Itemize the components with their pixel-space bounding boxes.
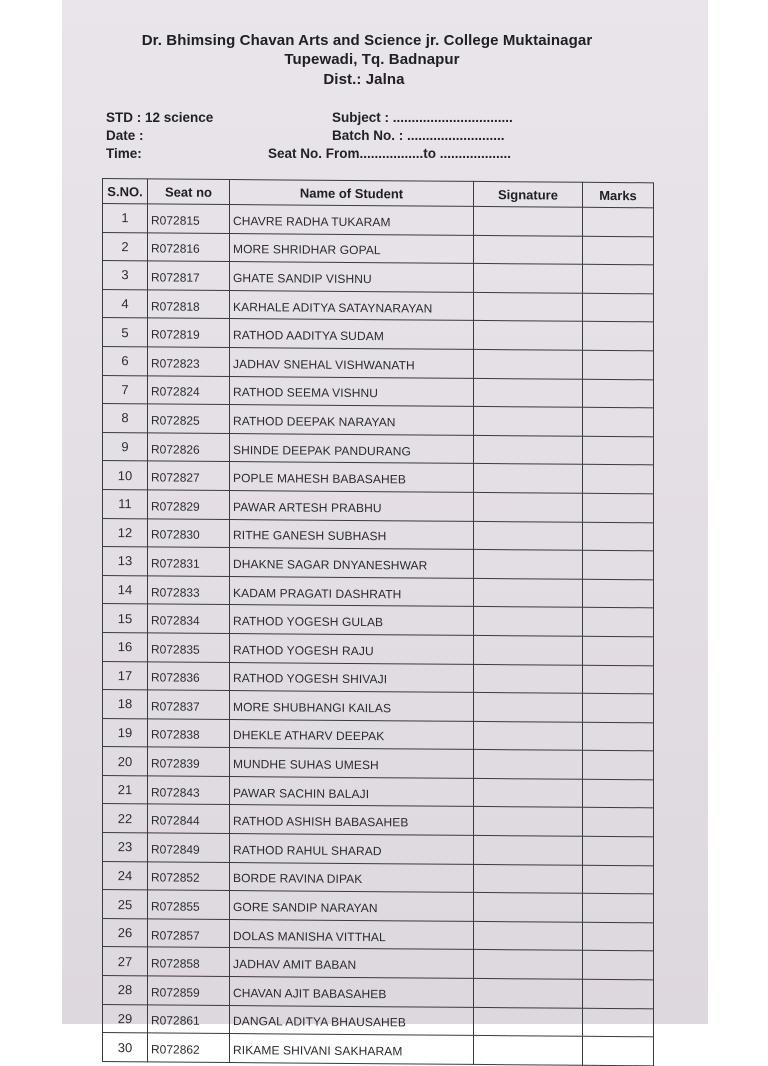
row-signature-cell — [474, 721, 583, 750]
row-marks-cell — [583, 808, 654, 837]
row-marks-cell — [583, 636, 654, 665]
table-row — [103, 1004, 654, 1037]
row-signature-cell — [474, 464, 583, 493]
row-student-name: RATHOD SEEMA VISHNU — [230, 376, 474, 407]
table-row — [103, 890, 654, 923]
row-signature-cell — [474, 1007, 583, 1036]
row-seat-no: R072831 — [148, 547, 230, 576]
row-student-name: MORE SHUBHANGI KAILAS — [230, 691, 474, 722]
row-signature-cell — [474, 807, 583, 836]
row-signature-cell — [474, 664, 583, 693]
table-row — [103, 1033, 654, 1066]
row-seat-no: R072829 — [148, 490, 230, 519]
row-sno: 7 — [103, 375, 148, 404]
row-seat-no: R072861 — [148, 1004, 230, 1033]
row-student-name: RATHOD ASHISH BABASAHEB — [230, 805, 474, 836]
row-signature-cell — [474, 893, 583, 922]
row-signature-cell — [474, 635, 583, 664]
row-marks-cell — [583, 493, 654, 522]
college-address: Tupewadi, Tq. Badnapur — [284, 51, 460, 68]
row-marks-cell — [583, 207, 654, 236]
row-seat-no: R072844 — [148, 804, 230, 833]
row-sno: 4 — [103, 289, 148, 318]
row-sno: 19 — [103, 718, 148, 747]
table-row — [103, 718, 654, 751]
row-sno: 28 — [103, 976, 148, 1005]
row-seat-no: R072852 — [148, 862, 230, 891]
row-student-name: RATHOD RAHUL SHARAD — [230, 834, 474, 865]
row-seat-no: R072827 — [148, 461, 230, 490]
table-row — [103, 861, 654, 894]
row-sno: 24 — [103, 861, 148, 890]
row-seat-no: R072849 — [148, 833, 230, 862]
row-marks-cell — [583, 894, 654, 923]
row-seat-no: R072837 — [148, 690, 230, 719]
row-sno: 13 — [103, 547, 148, 576]
row-sno: 9 — [103, 432, 148, 461]
row-signature-cell — [474, 1036, 583, 1065]
row-sno: 30 — [103, 1033, 148, 1062]
row-student-name: GORE SANDIP NARAYAN — [230, 891, 474, 922]
std-label: STD : 12 science — [106, 110, 214, 125]
table-row — [103, 404, 654, 437]
row-seat-no: R072836 — [148, 661, 230, 690]
row-sno: 1 — [103, 204, 148, 233]
row-signature-cell — [474, 235, 583, 264]
row-marks-cell — [583, 236, 654, 265]
row-sno: 20 — [103, 747, 148, 776]
row-sno: 5 — [103, 318, 148, 347]
row-marks-cell — [583, 1036, 654, 1065]
row-marks-cell — [583, 951, 654, 980]
table-row — [103, 632, 654, 665]
row-sno: 26 — [103, 918, 148, 947]
row-marks-cell — [583, 436, 654, 465]
row-student-name: CHAVRE RADHA TUKARAM — [230, 205, 474, 236]
table-row — [103, 918, 654, 951]
row-seat-no: R072857 — [148, 919, 230, 948]
row-marks-cell — [583, 979, 654, 1008]
row-marks-cell — [583, 550, 654, 579]
row-marks-cell — [583, 693, 654, 722]
table-row — [103, 604, 654, 637]
row-student-name: RATHOD AADITYA SUDAM — [230, 319, 474, 350]
row-marks-cell — [583, 751, 654, 780]
row-marks-cell — [583, 264, 654, 293]
row-signature-cell — [474, 349, 583, 378]
row-sno: 27 — [103, 947, 148, 976]
table-row — [103, 661, 654, 694]
subject-label: Subject : ................................ — [332, 110, 513, 125]
row-sno: 21 — [103, 775, 148, 804]
row-signature-cell — [474, 407, 583, 436]
row-sno: 12 — [103, 518, 148, 547]
row-signature-cell — [474, 292, 583, 321]
col-signature: Signature — [474, 181, 583, 207]
row-student-name: BORDE RAVINA DIPAK — [230, 862, 474, 893]
row-signature-cell — [474, 435, 583, 464]
table-row — [103, 289, 654, 322]
table-row — [103, 947, 654, 980]
row-student-name: PAWAR SACHIN BALAJI — [230, 776, 474, 807]
table-row — [103, 575, 654, 608]
college-name: Dr. Bhimsing Chavan Arts and Science jr. College Muktainagar — [141, 32, 593, 49]
row-seat-no: R072855 — [148, 890, 230, 919]
row-seat-no: R072843 — [148, 776, 230, 805]
row-signature-cell — [474, 607, 583, 636]
table-row — [103, 375, 654, 408]
row-signature-cell — [474, 835, 583, 864]
row-seat-no: R072824 — [148, 375, 230, 404]
row-marks-cell — [583, 922, 654, 951]
row-student-name: RATHOD YOGESH SHIVAJI — [230, 662, 474, 693]
row-student-name: RATHOD YOGESH RAJU — [230, 633, 474, 664]
row-seat-no: R072839 — [148, 747, 230, 776]
row-seat-no: R072859 — [148, 976, 230, 1005]
row-student-name: RATHOD DEEPAK NARAYAN — [230, 405, 474, 436]
row-seat-no: R072826 — [148, 433, 230, 462]
row-signature-cell — [474, 778, 583, 807]
row-seat-no: R072838 — [148, 719, 230, 748]
row-marks-cell — [583, 608, 654, 637]
table-row — [103, 747, 654, 780]
row-student-name: SHINDE DEEPAK PANDURANG — [230, 433, 474, 464]
row-sno: 15 — [103, 604, 148, 633]
row-seat-no: R072816 — [148, 232, 230, 261]
col-seat-no: Seat no — [148, 179, 230, 205]
row-sno: 16 — [103, 632, 148, 661]
row-student-name: DOLAS MANISHA VITTHAL — [230, 919, 474, 950]
batch-label: Batch No. : .......................... — [332, 128, 505, 143]
time-label: Time: — [106, 146, 142, 161]
row-marks-cell — [583, 379, 654, 408]
row-marks-cell — [583, 350, 654, 379]
table-row — [103, 346, 654, 379]
student-table — [102, 178, 654, 1066]
table-row — [103, 976, 654, 1009]
table-row — [103, 461, 654, 494]
row-signature-cell — [474, 264, 583, 293]
row-student-name: DHAKNE SAGAR DNYANESHWAR — [230, 548, 474, 579]
row-seat-no: R072823 — [148, 347, 230, 376]
date-label: Date : — [106, 128, 144, 143]
row-marks-cell — [583, 293, 654, 322]
row-student-name: GHATE SANDIP VISHNU — [230, 262, 474, 293]
row-seat-no: R072833 — [148, 576, 230, 605]
row-student-name: DANGAL ADITYA BHAUSAHEB — [230, 1005, 474, 1036]
row-signature-cell — [474, 206, 583, 235]
col-sno: S.NO. — [103, 179, 148, 204]
row-sno: 11 — [103, 489, 148, 518]
seat-range-label: Seat No. From.................to ................... — [268, 146, 512, 161]
row-student-name: POPLE MAHESH BABASAHEB — [230, 462, 474, 493]
row-seat-no: R072858 — [148, 947, 230, 976]
row-student-name: KARHALE ADITYA SATAYNARAYAN — [230, 290, 474, 321]
row-student-name: CHAVAN AJIT BABASAHEB — [230, 977, 474, 1008]
row-signature-cell — [474, 378, 583, 407]
row-student-name: JADHAV AMIT BABAN — [230, 948, 474, 979]
row-sno: 23 — [103, 833, 148, 862]
row-sno: 22 — [103, 804, 148, 833]
row-marks-cell — [583, 407, 654, 436]
row-signature-cell — [474, 864, 583, 893]
row-student-name: MORE SHRIDHAR GOPAL — [230, 233, 474, 264]
row-sno: 14 — [103, 575, 148, 604]
college-district: Dist.: Jalna — [323, 71, 405, 88]
table-row — [103, 518, 654, 551]
row-sno: 18 — [103, 690, 148, 719]
row-signature-cell — [474, 978, 583, 1007]
row-student-name: RIKAME SHIVANI SAKHARAM — [230, 1034, 474, 1065]
row-marks-cell — [583, 1008, 654, 1037]
row-sno: 3 — [103, 261, 148, 290]
table-row — [103, 432, 654, 465]
table-row — [103, 261, 654, 294]
row-seat-no: R072818 — [148, 290, 230, 319]
row-signature-cell — [474, 550, 583, 579]
attendance-sheet — [62, 0, 708, 1059]
row-seat-no: R072819 — [148, 318, 230, 347]
row-student-name: RATHOD YOGESH GULAB — [230, 605, 474, 636]
row-student-name: KADAM PRAGATI DASHRATH — [230, 576, 474, 607]
row-seat-no: R072817 — [148, 261, 230, 290]
col-marks: Marks — [583, 182, 654, 208]
row-signature-cell — [474, 492, 583, 521]
row-student-name: RITHE GANESH SUBHASH — [230, 519, 474, 550]
row-student-name: JADHAV SNEHAL VISHWANATH — [230, 347, 474, 378]
row-student-name: PAWAR ARTESH PRABHU — [230, 490, 474, 521]
row-seat-no: R072815 — [148, 204, 230, 233]
row-signature-cell — [474, 750, 583, 779]
row-marks-cell — [583, 522, 654, 551]
row-student-name: MUNDHE SUHAS UMESH — [230, 748, 474, 779]
table-row — [103, 318, 654, 351]
row-signature-cell — [474, 578, 583, 607]
table-row — [103, 804, 654, 837]
row-sno: 17 — [103, 661, 148, 690]
row-sno: 29 — [103, 1004, 148, 1033]
row-signature-cell — [474, 321, 583, 350]
row-seat-no: R072825 — [148, 404, 230, 433]
table-row — [103, 489, 654, 522]
row-seat-no: R072834 — [148, 604, 230, 633]
row-marks-cell — [583, 836, 654, 865]
row-sno: 10 — [103, 461, 148, 490]
row-student-name: DHEKLE ATHARV DEEPAK — [230, 719, 474, 750]
table-row — [103, 833, 654, 866]
row-signature-cell — [474, 950, 583, 979]
table-row — [103, 204, 654, 237]
row-marks-cell — [583, 465, 654, 494]
row-marks-cell — [583, 779, 654, 808]
row-marks-cell — [583, 865, 654, 894]
row-marks-cell — [583, 722, 654, 751]
row-marks-cell — [583, 579, 654, 608]
row-signature-cell — [474, 921, 583, 950]
row-signature-cell — [474, 521, 583, 550]
table-row — [103, 775, 654, 808]
row-marks-cell — [583, 665, 654, 694]
row-seat-no: R072830 — [148, 518, 230, 547]
row-seat-no: R072862 — [148, 1033, 230, 1062]
table-row — [103, 547, 654, 580]
row-sno: 2 — [103, 232, 148, 261]
row-sno: 8 — [103, 404, 148, 433]
table-row — [103, 690, 654, 723]
row-sno: 6 — [103, 346, 148, 375]
row-marks-cell — [583, 322, 654, 351]
row-seat-no: R072835 — [148, 633, 230, 662]
row-signature-cell — [474, 693, 583, 722]
row-sno: 25 — [103, 890, 148, 919]
table-row — [103, 232, 654, 265]
col-student-name: Name of Student — [230, 180, 474, 207]
